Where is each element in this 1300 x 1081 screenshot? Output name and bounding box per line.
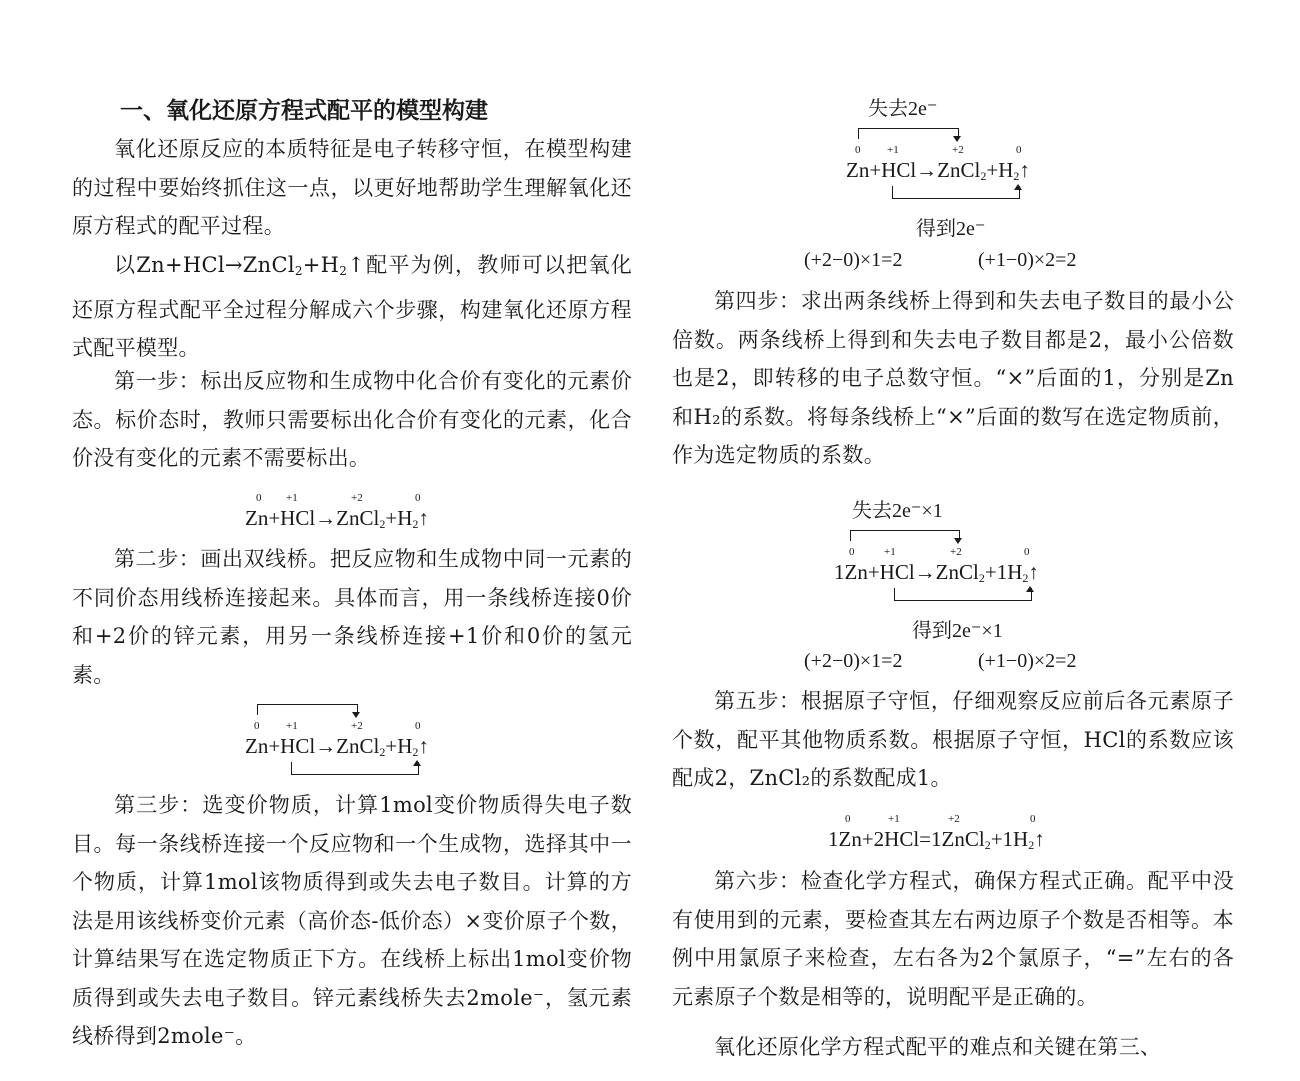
paragraph-conclusion: 氧化还原化学方程式配平的难点和关键在第三、 bbox=[714, 1035, 1162, 1059]
lose-electrons-label: 失去2e⁻×1 bbox=[852, 500, 943, 522]
bridge-hydrogen-arrow bbox=[1014, 184, 1022, 190]
ox-state-h-product: 0 bbox=[415, 492, 421, 504]
equation-balanced: 0 +1 +2 0 $1Zn+2HCl=1ZnCl_2+1H_2↑$ bbox=[828, 813, 1045, 852]
paragraph-example: 以$Zn+HCl\to ZnCl_2+H_2↑$配平为例，教师可以把氧化还原方程式配平全过程分解成六个步骤，构建氧化还原方程式配平模型。 bbox=[72, 253, 632, 360]
equation-labeled-bridge: 失去2e⁻ 0 +1 +2 0 $Zn+HCl\to ZnCl_2+H_2↑$ 得到2e⁻ bbox=[846, 92, 1076, 242]
equation-double-bridge: 0 +1 +2 0 $Zn+HCl\to ZnCl_2+H_2↑$ bbox=[245, 702, 475, 782]
calc-zinc: (+2−0)×1=2 bbox=[804, 249, 903, 271]
bridge-hydrogen-arrow bbox=[413, 760, 421, 766]
bridge-hydrogen-line bbox=[894, 588, 1032, 601]
paragraph-step4: 第四步：求出两条线桥上得到和失去电子数目的最小公倍数。两条线桥上得到和失去电子数目都是2，最小公倍数也是2，即转移的电子总数守恒。“×”后面的1，分别是Zn和H₂的系数。将每条线桥上“×”后面的数写在选定物质前，作为选定物质的系数。 bbox=[672, 289, 1234, 467]
paragraph-intro: 氧化还原反应的本质特征是电子转移守恒，在模型构建的过程中要始终抓住这一点，以更好地帮助学生理解氧化还原方程式的配平过程。 bbox=[72, 137, 632, 238]
ox-state-h-reactant: +1 bbox=[286, 492, 298, 504]
bridge-zinc-arrow bbox=[954, 538, 962, 544]
paragraph-step2: 第二步：画出双线桥。把反应物和生成物中同一元素的不同价态用线桥连接起来。具体而言，用一条线桥连接0价和+2价的锌元素，用另一条线桥连接+1价和0价的氢元素。 bbox=[72, 547, 632, 687]
chemical-formula: $1Zn+2HCl=1ZnCl_2+1H_2↑$ bbox=[828, 827, 1045, 852]
bridge-hydrogen-line bbox=[291, 762, 419, 775]
chemical-formula: $1Zn+HCl\to ZnCl_2+1H_2↑$ bbox=[834, 560, 1039, 585]
calc-hydrogen: (+1−0)×2=2 bbox=[978, 249, 1077, 271]
paragraph-step3: 第三步：选变价物质，计算1mol变价物质得失电子数目。每一条线桥连接一个反应物和一个生成物，选择其中一个物质，计算1mol该物质得到或失去电子数目。计算的方法是用该线桥变价元素（高价态-低价态）×变价原子个数，计算结果写在选定物质正下方。在线桥上标出1mol变价物质得到或失去电子数目。锌元素线桥失去2mole⁻，氢元素线桥得到2mole⁻。 bbox=[72, 793, 632, 1048]
paragraph-step1: 第一步：标出反应物和生成物中化合价有变化的元素价态。标价态时，教师只需要标出化合价有变化的元素，化合价没有变化的元素不需要标出。 bbox=[72, 369, 632, 470]
equation-coefficient-bridge: 失去2e⁻×1 0 +1 +2 0 $1Zn+HCl\to ZnCl_2+1H_2↑$ 得到2e⁻×1 bbox=[834, 494, 1084, 644]
calc-zinc: (+2−0)×1=2 bbox=[804, 650, 903, 672]
paragraph-step6: 第六步：检查化学方程式，确保方程式正确。配平中没有使用到的元素，要检查其左右两边原子个数是否相等。本例中用氯原子来检查，左右各为2个氯原子，“=”左右的各元素原子个数是相等的，说明配平是正确的。 bbox=[672, 869, 1234, 1009]
ox-state-zn-reactant: 0 bbox=[256, 492, 262, 504]
calc-hydrogen: (+1−0)×2=2 bbox=[978, 650, 1077, 672]
equation-oxidation-states bbox=[245, 492, 475, 532]
paragraph-step5: 第五步：根据原子守恒，仔细观察反应前后各元素原子个数，配平其他物质系数。根据原子守恒，HCl的系数应该配成2，ZnCl₂的系数配成1。 bbox=[672, 689, 1234, 790]
chemical-formula: $Zn+HCl\to ZnCl_2+H_2↑$ bbox=[846, 158, 1030, 183]
chemical-formula: $Zn+HCl\to ZnCl_2+H_2↑$ bbox=[245, 734, 429, 759]
section-heading: 一、氧化还原方程式配平的模型构建 bbox=[120, 98, 488, 124]
gain-electrons-label: 得到2e⁻ bbox=[916, 218, 986, 240]
ox-state-zn-product: +2 bbox=[351, 492, 363, 504]
bridge-zinc-arrow bbox=[352, 712, 360, 718]
lose-electrons-label: 失去2e⁻ bbox=[868, 98, 938, 120]
bridge-zinc-line bbox=[257, 704, 358, 715]
bridge-zinc-arrow bbox=[953, 136, 961, 142]
chemical-formula: $Zn+HCl\to ZnCl_2+H_2↑$ bbox=[245, 506, 429, 531]
bridge-hydrogen-line bbox=[892, 186, 1020, 199]
bridge-zinc-line bbox=[850, 530, 960, 541]
gain-electrons-label: 得到2e⁻×1 bbox=[912, 620, 1003, 642]
bridge-hydrogen-arrow bbox=[1026, 586, 1034, 592]
bridge-zinc-line bbox=[858, 128, 959, 139]
